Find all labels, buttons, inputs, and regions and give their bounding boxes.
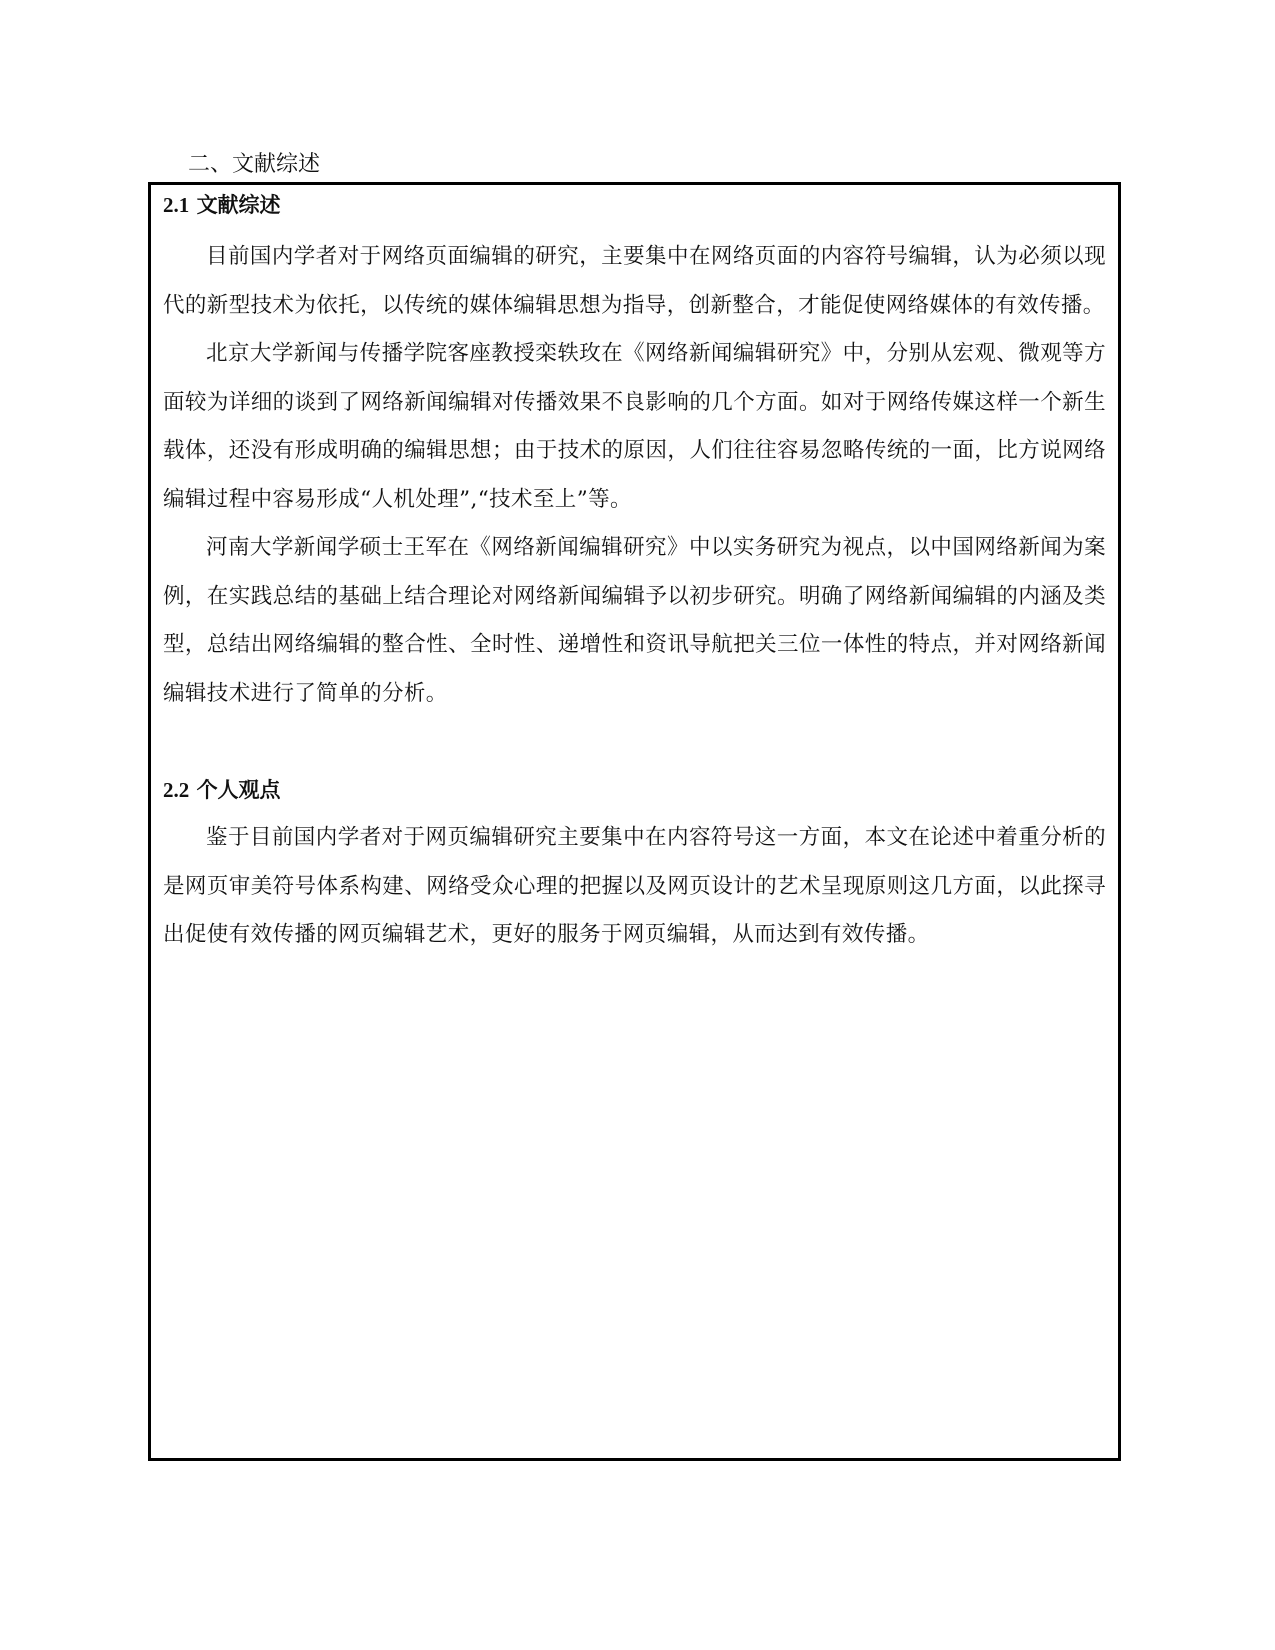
section-literature-review	[163, 187, 1106, 718]
paragraph: 北京大学新闻与传播学院客座教授栾轶玫在《网络新闻编辑研究》中，分别从宏观、微观等方面较为详细的谈到了网络新闻编辑对传播效果不良影响的几个方面。如对于网络传媒这样一个新生载体，还没有形成明确的编辑思想；由于技术的原因，人们往往容易忽略传统的一面，比方说网络编辑过程中容易形成“人机处理”,“技术至上”等。	[163, 341, 1106, 512]
subsection-heading-2-1	[163, 187, 1106, 223]
subsection-number: 2.2	[163, 778, 190, 802]
subsection-number: 2.1	[163, 193, 190, 217]
frame-content	[163, 185, 1106, 960]
section-personal-view	[163, 772, 1106, 960]
content-frame	[148, 182, 1121, 1461]
subsection-title: 文献综述	[196, 193, 281, 217]
section-spacer	[163, 718, 1106, 770]
paragraph: 目前国内学者对于网络页面编辑的研究，主要集中在网络页面的内容符号编辑，认为必须以现代的新型技术为依托，以传统的媒体编辑思想为指导，创新整合，才能促使网络媒体的有效传播。	[163, 244, 1106, 318]
subsection-heading-2-2	[163, 772, 1106, 808]
paragraph: 河南大学新闻学硕士王军在《网络新闻编辑研究》中以实务研究为视点，以中国网络新闻为案例，在实践总结的基础上结合理论对网络新闻编辑予以初步研究。明确了网络新闻编辑的内涵及类型，总结出网络编辑的整合性、全时性、递增性和资讯导航把关三位一体性的特点，并对网络新闻编辑技术进行了简单的分析。	[163, 535, 1106, 706]
subsection-title: 个人观点	[196, 778, 281, 802]
paragraph: 鉴于目前国内学者对于网页编辑研究主要集中在内容符号这一方面，本文在论述中着重分析的是网页审美符号体系构建、网络受众心理的把握以及网页设计的艺术呈现原则这几方面，以此探寻出促使有效传播的网页编辑艺术，更好的服务于网页编辑，从而达到有效传播。	[163, 825, 1106, 947]
section-heading: 二、文献综述	[188, 152, 321, 177]
